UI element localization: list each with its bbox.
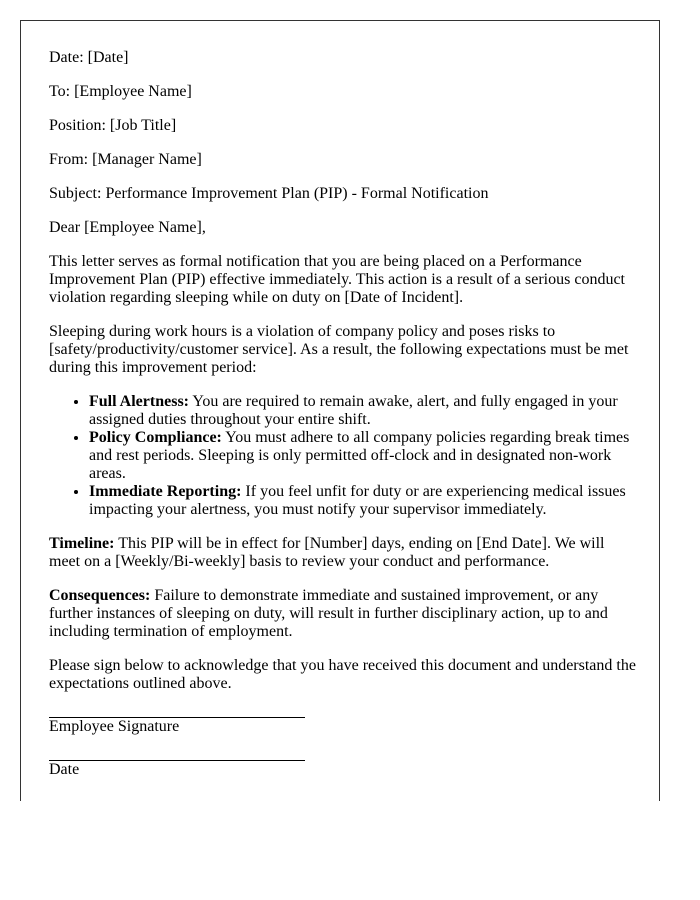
timeline-label: Timeline:	[49, 535, 115, 552]
expectations-list	[49, 393, 639, 519]
timeline-text: This PIP will be in effect for [Number] days, ending on [End Date]. We will meet on a [Weekly/Bi-weekly] basis to review your conduct and performance.	[49, 535, 605, 570]
letter-page	[20, 20, 660, 801]
from-line: From: [Manager Name]	[49, 151, 202, 168]
expectation-title: Immediate Reporting:	[89, 483, 242, 500]
position-line: Position: [Job Title]	[49, 117, 177, 134]
expectation-title: Full Alertness:	[89, 393, 189, 410]
date-line: Date: [Date]	[49, 49, 129, 66]
expectation-item	[89, 393, 639, 429]
timeline-paragraph	[49, 535, 639, 571]
expectation-text: You are required to remain awake, alert, and fully engaged in your assigned duties throughout your entire shift.	[89, 393, 618, 428]
employee-signature-label: Employee Signature	[49, 718, 180, 735]
expectation-text: You must adhere to all company policies regarding break times and rest periods. Sleeping is only permitted off-clock and in designated non-work areas.	[89, 429, 630, 482]
expectation-title: Policy Compliance:	[89, 429, 222, 446]
intro-paragraph: This letter serves as formal notification that you are being placed on a Performance Improvement Plan (PIP) effective immediately. This action is a result of a serious conduct violation regarding sleeping while on duty on [Date of Incident].	[49, 253, 625, 306]
signature-block	[49, 717, 639, 779]
expectation-item	[89, 429, 639, 483]
subject-line: Subject: Performance Improvement Plan (PIP) - Formal Notification	[49, 185, 489, 202]
salutation: Dear [Employee Name],	[49, 219, 206, 236]
letter-content	[49, 49, 639, 795]
date-signature-label: Date	[49, 761, 80, 778]
consequences-text: Failure to demonstrate immediate and sustained improvement, or any further instances of sleeping on duty, will result in further disciplinary action, up to and including termination of employment.	[49, 587, 608, 640]
expectation-text: If you feel unfit for duty or are experiencing medical issues impacting your alertness, you must notify your supervisor immediately.	[89, 483, 626, 518]
policy-paragraph: Sleeping during work hours is a violation of company policy and poses risks to [safety/productivity/customer service]. As a result, the following expectations must be met during this improvement period:	[49, 323, 629, 376]
consequences-paragraph	[49, 587, 639, 641]
consequences-label: Consequences:	[49, 587, 151, 604]
expectation-item	[89, 483, 639, 519]
to-line: To: [Employee Name]	[49, 83, 192, 100]
acknowledgement-paragraph: Please sign below to acknowledge that you have received this document and understand the expectations outlined above.	[49, 657, 636, 692]
